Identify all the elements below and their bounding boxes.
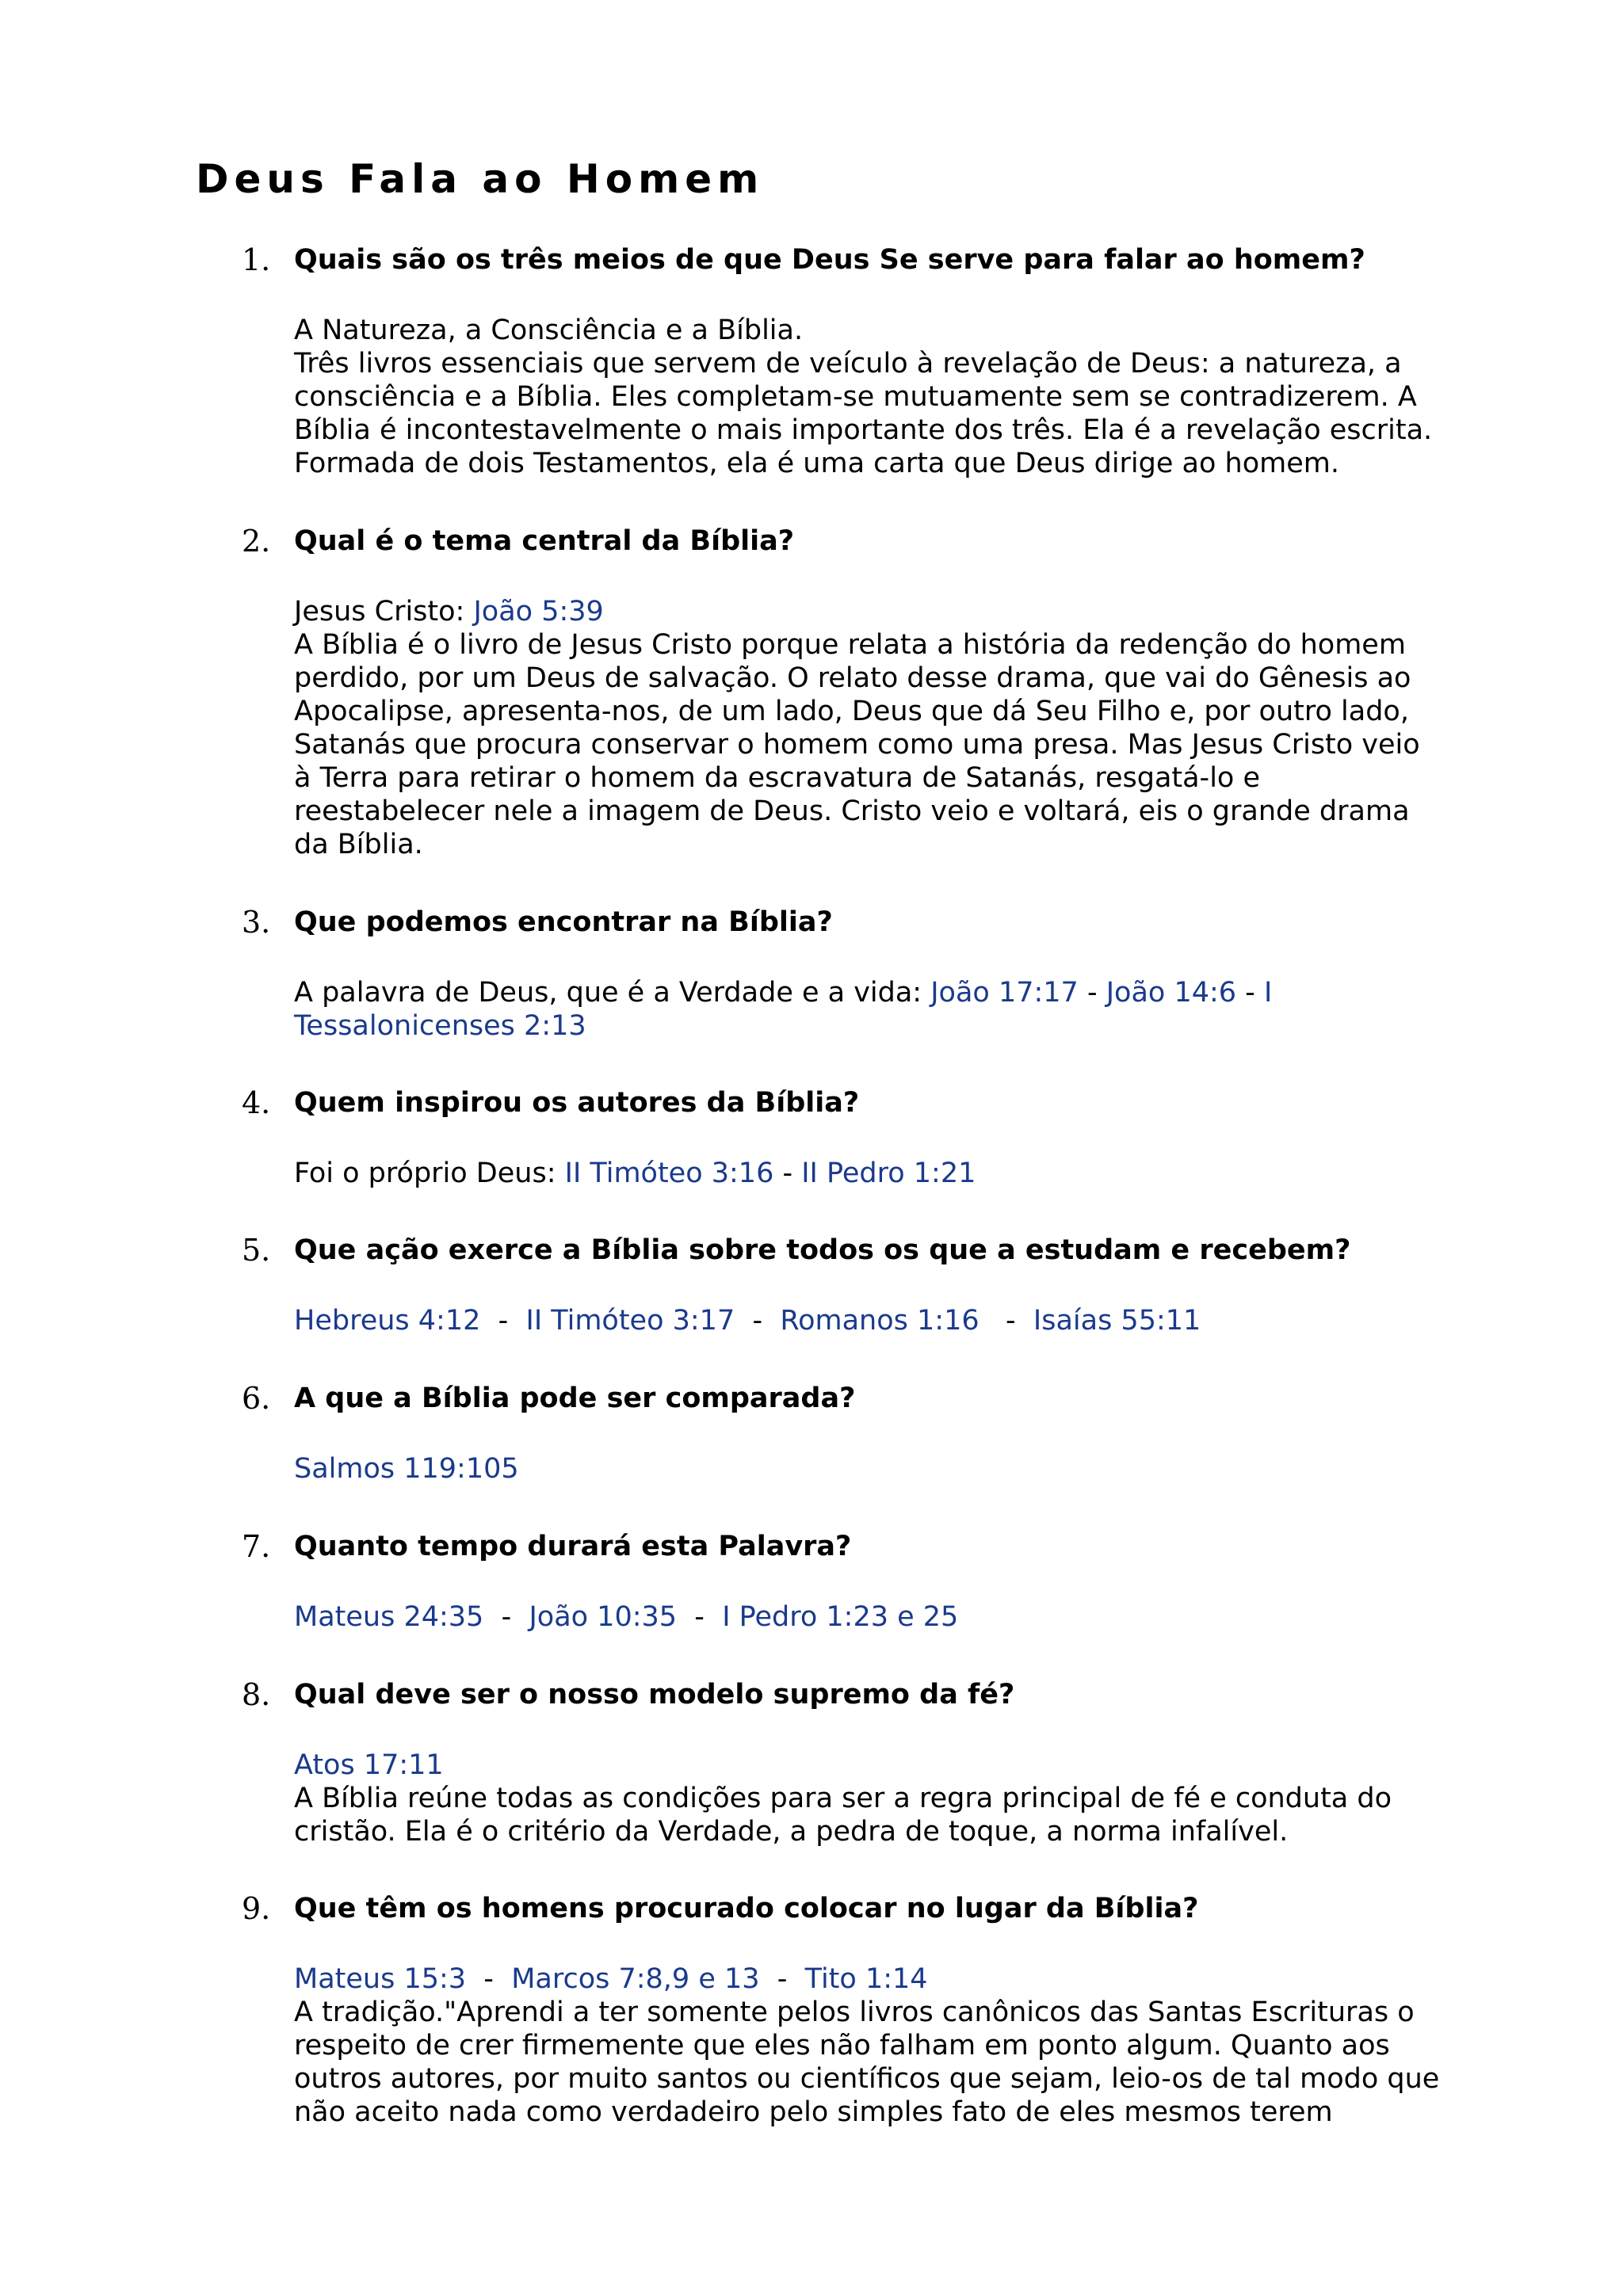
scripture-link[interactable]: II Timóteo 3:17 [525, 1305, 735, 1337]
answer-line: reestabelecer nele a imagem de Deus. Cristo veio e voltará, eis o grande drama [294, 795, 1410, 827]
scripture-link[interactable]: Salmos 119:105 [294, 1453, 519, 1485]
answer-reference-line [294, 1157, 1451, 1190]
answer-block [294, 1157, 1451, 1190]
scripture-link[interactable]: Mateus 15:3 [294, 1963, 467, 1995]
answer-line: Três livros essenciais que servem de veículo à revelação de Deus: a natureza, a [294, 348, 1402, 379]
reference-separator: - [979, 1305, 1033, 1337]
answer-block [294, 1600, 1451, 1634]
reference-separator: - [483, 1601, 529, 1633]
question-number: 5. [242, 1233, 271, 1268]
reference-separator: - [773, 1158, 802, 1189]
answer-line: perdido, por um Deus de salvação. O relato desse drama, que vai do Gênesis ao [294, 662, 1411, 694]
scripture-link[interactable]: João 14:6 [1106, 977, 1237, 1009]
scripture-link[interactable]: João 10:35 [529, 1601, 678, 1633]
answer-line: A Bíblia reúne todas as condições para ser a regra principal de fé e conduta do [294, 1783, 1392, 1814]
answer-intro: A palavra de Deus, que é a Verdade e a vida: [294, 977, 931, 1009]
answer-reference-line [294, 1452, 1451, 1486]
answer-reference-line [294, 1304, 1451, 1337]
answer-block [294, 595, 1451, 861]
reference-separator: - [480, 1305, 526, 1337]
answer-line: A Natureza, a Consciência e a Bíblia. [294, 315, 804, 346]
question-number: 4. [242, 1085, 271, 1120]
answer-line: respeito de crer firmemente que eles não falham em ponto algum. Quanto aos [294, 2030, 1390, 2061]
question-text: A que a Bíblia pode ser comparada? [294, 1383, 856, 1414]
scripture-link[interactable]: Marcos 7:8,9 e 13 [511, 1963, 760, 1995]
scripture-link[interactable]: Atos 17:11 [294, 1749, 444, 1781]
answer-reference-line [294, 1962, 1451, 1996]
answer-line: cristão. Ela é o critério da Verdade, a pedra de toque, a norma infalível. [294, 1816, 1289, 1848]
scripture-link[interactable]: João 5:39 [473, 596, 604, 627]
answer-line: Bíblia é incontestavelmente o mais importante dos três. Ela é a revelação escrita. [294, 414, 1433, 446]
answer-intro: Foi o próprio Deus: [294, 1158, 565, 1189]
question-number: 3. [242, 905, 271, 940]
answer-intro: Jesus Cristo: [294, 596, 474, 627]
scripture-link[interactable]: II Timóteo 3:16 [564, 1158, 774, 1189]
question-text: Que têm os homens procurado colocar no lugar da Bíblia? [294, 1893, 1199, 1924]
answer-line: Satanás que procura conservar o homem como uma presa. Mas Jesus Cristo veio [294, 729, 1420, 761]
answer-line: A Bíblia é o livro de Jesus Cristo porque relata a história da redenção do homem [294, 629, 1406, 661]
answer-line: outros autores, por muito santos ou científicos que sejam, leio-os de tal modo que [294, 2063, 1440, 2095]
question-number: 8. [242, 1677, 271, 1712]
answer-line: consciência e a Bíblia. Eles completam-se mutuamente sem se contradizerem. A [294, 381, 1417, 413]
scripture-link[interactable]: I [1263, 977, 1273, 1009]
reference-separator: - [677, 1601, 723, 1633]
scripture-link[interactable]: Mateus 24:35 [294, 1601, 484, 1633]
question-number: 9. [242, 1891, 271, 1926]
answer-line: Formada de dois Testamentos, ela é uma carta que Deus dirige ao homem. [294, 448, 1339, 479]
question-text: Qual é o tema central da Bíblia? [294, 525, 795, 557]
answer-reference-line [294, 595, 1451, 628]
answer-line: à Terra para retirar o homem da escravatura de Satanás, resgatá-lo e [294, 762, 1260, 794]
question-number: 1. [242, 242, 271, 277]
answer-block [294, 1304, 1451, 1337]
answer-block [294, 976, 1451, 1043]
scripture-link[interactable]: João 17:17 [930, 977, 1079, 1009]
question-text: Quais são os três meios de que Deus Se serve para falar ao homem? [294, 244, 1365, 276]
answer-block [294, 1452, 1451, 1486]
scripture-link[interactable]: II Pedro 1:21 [801, 1158, 976, 1189]
scripture-link[interactable]: Isaías 55:11 [1033, 1305, 1201, 1337]
question-number: 7. [242, 1529, 271, 1564]
answer-line: A tradição."Aprendi a ter somente pelos livros canônicos das Santas Escrituras o [294, 1997, 1415, 2028]
answer-reference-line [294, 1009, 1451, 1043]
question-text: Que ação exerce a Bíblia sobre todos os que a estudam e recebem? [294, 1234, 1351, 1266]
question-text: Qual deve ser o nosso modelo supremo da fé? [294, 1679, 1015, 1711]
question-number: 2. [242, 524, 271, 559]
scripture-link[interactable]: Romanos 1:16 [780, 1305, 980, 1337]
answer-reference-line [294, 1600, 1451, 1634]
answer-block [294, 1962, 1451, 2129]
reference-separator: - [1078, 977, 1106, 1009]
reference-separator: - [735, 1305, 781, 1337]
scripture-link[interactable]: Tito 1:14 [804, 1963, 928, 1995]
answer-reference-line [294, 1749, 1451, 1782]
answer-reference-line [294, 976, 1451, 1009]
scripture-link[interactable]: I Pedro 1:23 e 25 [722, 1601, 959, 1633]
reference-separator: - [759, 1963, 805, 1995]
page-title: Deus Fala ao Homem [196, 156, 765, 202]
answer-line: não aceito nada como verdadeiro pelo simples fato de eles mesmos terem [294, 2096, 1333, 2128]
question-text: Quem inspirou os autores da Bíblia? [294, 1087, 860, 1119]
question-text: Quanto tempo durará esta Palavra? [294, 1531, 852, 1562]
answer-line: da Bíblia. [294, 829, 423, 860]
answer-block [294, 1749, 1451, 1848]
answer-block [294, 314, 1451, 480]
scripture-link[interactable]: Hebreus 4:12 [294, 1305, 481, 1337]
answer-line: Apocalipse, apresenta-nos, de um lado, Deus que dá Seu Filho e, por outro lado, [294, 696, 1409, 727]
question-text: Que podemos encontrar na Bíblia? [294, 906, 833, 938]
scripture-link[interactable]: Tessalonicenses 2:13 [294, 1010, 586, 1042]
question-number: 6. [242, 1381, 271, 1416]
reference-separator: - [466, 1963, 512, 1995]
reference-separator: - [1236, 977, 1264, 1009]
